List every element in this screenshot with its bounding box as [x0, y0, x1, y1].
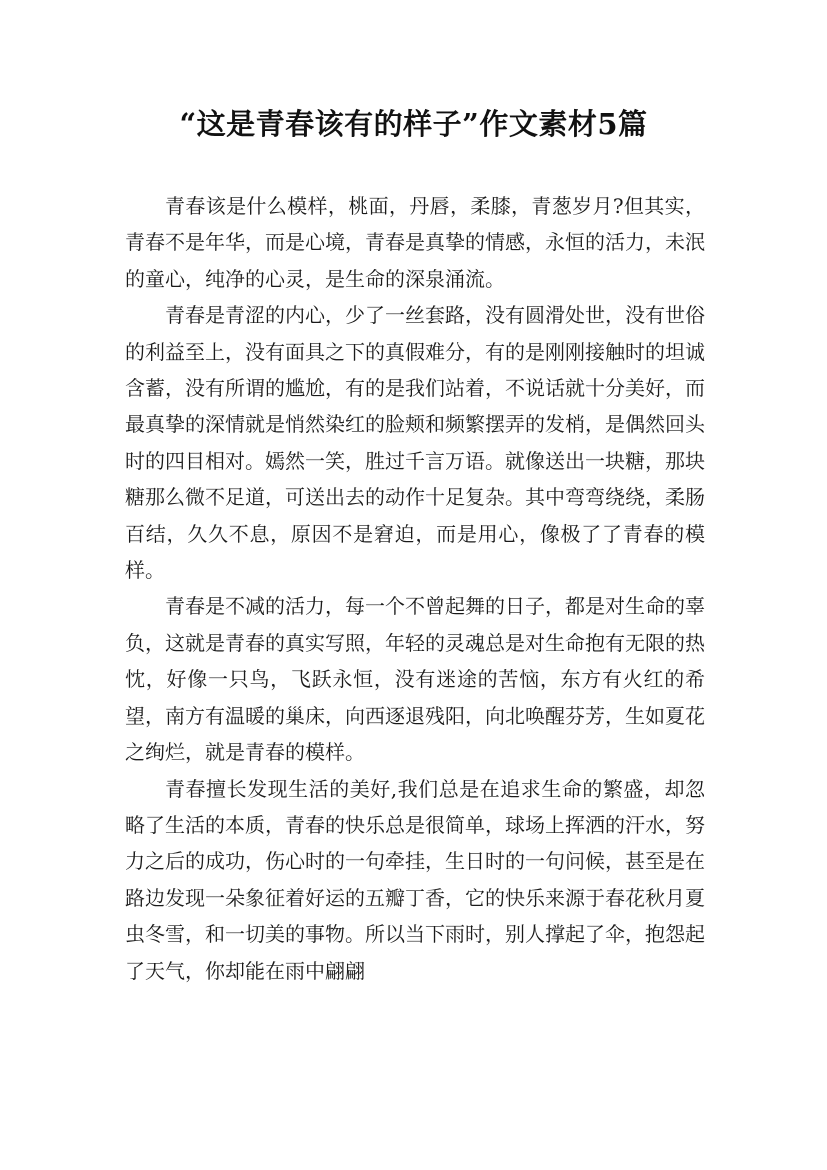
paragraph: 青春是不减的活力，每一个不曾起舞的日子，都是对生命的辜负，这就是青春的真实写照，年轻的灵魂总是对生命抱有无限的热忱，好像一只鸟，飞跃永恒，没有迷途的苦恼，东方有火红的希望，南方有温暖的巢床，向西逐退残阳，向北唤醒芬芳，生如夏花之绚烂，就是青春的模样。: [125, 594, 705, 765]
paragraph: 青春是青涩的内心，少了一丝套路，没有圆滑处世，没有世俗的利益至上，没有面具之下的真假难分，有的是刚刚接触时的坦诚含蓄，没有所谓的尴尬，有的是我们站着，不说话就十分美好，而最真挚的深情就是悄然染红的脸颊和频繁摆弄的发梢，是偶然回头时的四目相对。嫣然一笑，胜过千言万语。就像送出一块糖，那块糖那么微不足道，可送出去的动作十足复杂。其中弯弯绕绕，柔肠百结，久久不息，原因不是窘迫，而是用心，像极了了青春的模样。: [125, 303, 705, 583]
document-body: [125, 188, 705, 989]
document-title: “这是青春该有的样子”作文素材5篇: [179, 107, 648, 141]
paragraph: 青春擅长发现生活的美好,我们总是在追求生命的繁盛，却忽略了生活的本质，青春的快乐总是很简单，球场上挥洒的汗水，努力之后的成功，伤心时的一句牵挂，生日时的一句问候，甚至是在路边发现一朵象征着好运的五瓣丁香，它的快乐来源于春花秋月夏虫冬雪，和一切美的事物。所以当下雨时，别人撑起了伞，抱怨起了天气，你却能在雨中翩翩: [125, 776, 705, 983]
paragraph: 青春该是什么模样，桃面，丹唇，柔膝，青葱岁月?但其实，青春不是年华，而是心境，青春是真挚的情感，永恒的活力，未泯的童心，纯净的心灵，是生命的深泉涌流。: [125, 194, 705, 291]
